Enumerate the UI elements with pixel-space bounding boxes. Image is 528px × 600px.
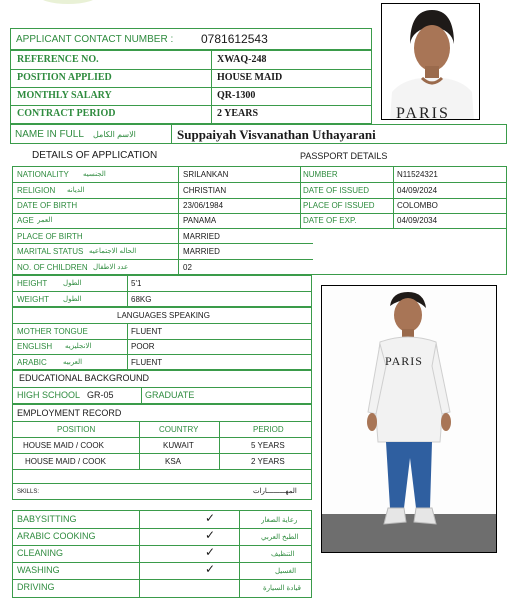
name-label: NAME IN FULL [15, 129, 84, 140]
passport-number-value: N11524321 [397, 170, 438, 179]
skill-driving-label: DRIVING [17, 582, 55, 592]
marital-status-label-ar: الحاله الاجتماعيه [89, 248, 137, 255]
high-school-value: GRADUATE [145, 390, 195, 400]
nationality-label-ar: الجنسيه [83, 171, 106, 178]
salary-value: QR-1300 [217, 90, 256, 101]
contract-value: 2 YEARS [217, 108, 259, 119]
header-decoration [38, 0, 98, 4]
contact-label: APPLICANT CONTACT NUMBER : [16, 34, 174, 45]
details-heading: DETAILS OF APPLICATION [32, 150, 158, 161]
arabic-label: ARABIC [17, 358, 47, 367]
position-label: POSITION APPLIED [17, 72, 112, 83]
arabic-label-ar: العربيه [63, 359, 83, 366]
passport-heading: PASSPORT DETAILS [300, 151, 388, 161]
skill-washing-label: WASHING [17, 565, 60, 575]
physical-table [12, 275, 312, 307]
nationality-value: SRILANKAN [183, 170, 229, 179]
weight-label-ar: الطول [63, 296, 82, 303]
height-label: HEIGHT [17, 279, 48, 288]
employment-position-header: POSITION [57, 425, 96, 434]
employment-period-header: PERIOD [253, 425, 284, 434]
education-table [12, 370, 312, 404]
skill-washing-label-ar: الغسيل [275, 568, 297, 575]
applicant-head-photo [381, 3, 480, 120]
english-value: POOR [131, 342, 155, 351]
applicant-full-body-photo [321, 285, 497, 553]
age-value: PANAMA [183, 216, 217, 225]
english-label: ENGLISH [17, 342, 53, 351]
name-value: Suppaiyah Visvanathan Uthayarani [177, 127, 376, 142]
marital-status-value: MARRIED [183, 247, 220, 256]
skill-driving-label-ar: قيادة السيارة [263, 585, 301, 592]
skills-table [12, 510, 312, 598]
skill-cleaning-label-ar: التنظيف [271, 551, 295, 558]
shirt-print-text: PARIS [396, 105, 450, 120]
age-label-ar: العمر [37, 217, 53, 224]
employment-period: 2 YEARS [251, 457, 285, 466]
dob-label: DATE OF BIRTH [17, 201, 78, 210]
religion-label-ar: الديانه [67, 187, 85, 194]
marital-status-label: MARITAL STATUS [17, 247, 84, 256]
passport-issue-date-label: DATE OF ISSUED [303, 186, 370, 195]
passport-expiry-label: DATE OF EXP. [303, 216, 357, 225]
children-value: 02 [183, 263, 192, 272]
mother-tongue-label: MOTHER TONGUE [17, 327, 88, 336]
high-school-grade: GR-05 [87, 390, 114, 400]
age-label: AGE [17, 216, 34, 225]
contact-number-row [10, 28, 372, 50]
contract-label: CONTRACT PERIOD [17, 108, 116, 119]
dob-value: 23/06/1984 [183, 201, 224, 210]
place-of-birth-label: PLACE OF BIRTH [17, 232, 83, 241]
children-label-ar: عدد الاطفال [93, 264, 129, 271]
skill-cleaning-check-icon: ✓ [205, 546, 216, 559]
position-value: HOUSE MAID [217, 72, 283, 83]
skill-arabic-cooking-check-icon: ✓ [205, 529, 216, 542]
education-heading: EDUCATIONAL BACKGROUND [19, 373, 150, 383]
name-row [10, 124, 507, 144]
passport-issue-place-value: COLOMBO [397, 201, 438, 210]
employment-position: HOUSE MAID / COOK [23, 441, 104, 450]
skill-arabic-cooking-label-ar: الطبخ العربي [261, 534, 299, 541]
height-label-ar: الطول [63, 280, 82, 287]
skill-babysitting-check-icon: ✓ [205, 512, 216, 525]
shirt-print-text-body: PARIS [385, 354, 423, 368]
religion-label: RELIGION [17, 186, 56, 195]
employment-position: HOUSE MAID / COOK [25, 457, 106, 466]
passport-issue-date-value: 04/09/2024 [397, 186, 438, 195]
reference-value: XWAQ-248 [217, 54, 267, 65]
weight-label: WEIGHT [17, 295, 49, 304]
employment-country: KSA [165, 457, 182, 466]
employment-country-header: COUNTRY [159, 425, 199, 434]
employment-country: KUWAIT [163, 441, 194, 450]
passport-issue-place-label: PLACE OF ISSUED [303, 201, 375, 210]
skill-babysitting-label: BABYSITTING [17, 514, 77, 524]
skill-babysitting-label-ar: رعاية الصغار [261, 517, 298, 524]
height-value: 5'1 [131, 279, 142, 288]
skills-label-ar: المهـــــــــارات [253, 488, 297, 495]
nationality-label: NATIONALITY [17, 170, 69, 179]
reference-label: REFERENCE NO. [17, 54, 99, 65]
languages-table [12, 307, 312, 370]
arabic-value: FLUENT [131, 358, 163, 367]
details-table [12, 166, 507, 275]
children-label: NO. OF CHILDREN [17, 263, 88, 272]
mother-tongue-value: FLUENT [131, 327, 163, 336]
weight-value: 68KG [131, 295, 152, 304]
employment-period: 5 YEARS [251, 441, 285, 450]
summary-table [10, 50, 372, 124]
salary-label: MONTHLY SALARY [17, 90, 112, 101]
passport-expiry-value: 04/09/2034 [397, 216, 438, 225]
contact-value: 0781612543 [201, 32, 268, 46]
employment-heading: EMPLOYMENT RECORD [17, 408, 122, 418]
place-of-birth-value: MARRIED [183, 232, 220, 241]
high-school-label: HIGH SCHOOL [17, 390, 81, 400]
skill-washing-check-icon: ✓ [205, 563, 216, 576]
skill-arabic-cooking-label: ARABIC COOKING [17, 531, 96, 541]
religion-value: CHRISTIAN [183, 186, 227, 195]
languages-heading: LANGUAGES SPEAKING [117, 311, 210, 320]
passport-number-label: NUMBER [303, 170, 338, 179]
employment-table [12, 404, 312, 500]
name-label-ar: الاسم الكامل [93, 130, 136, 139]
english-label-ar: الانجليزيه [65, 343, 92, 350]
skill-cleaning-label: CLEANING [17, 548, 64, 558]
skills-label: SKILLS: [17, 489, 40, 495]
